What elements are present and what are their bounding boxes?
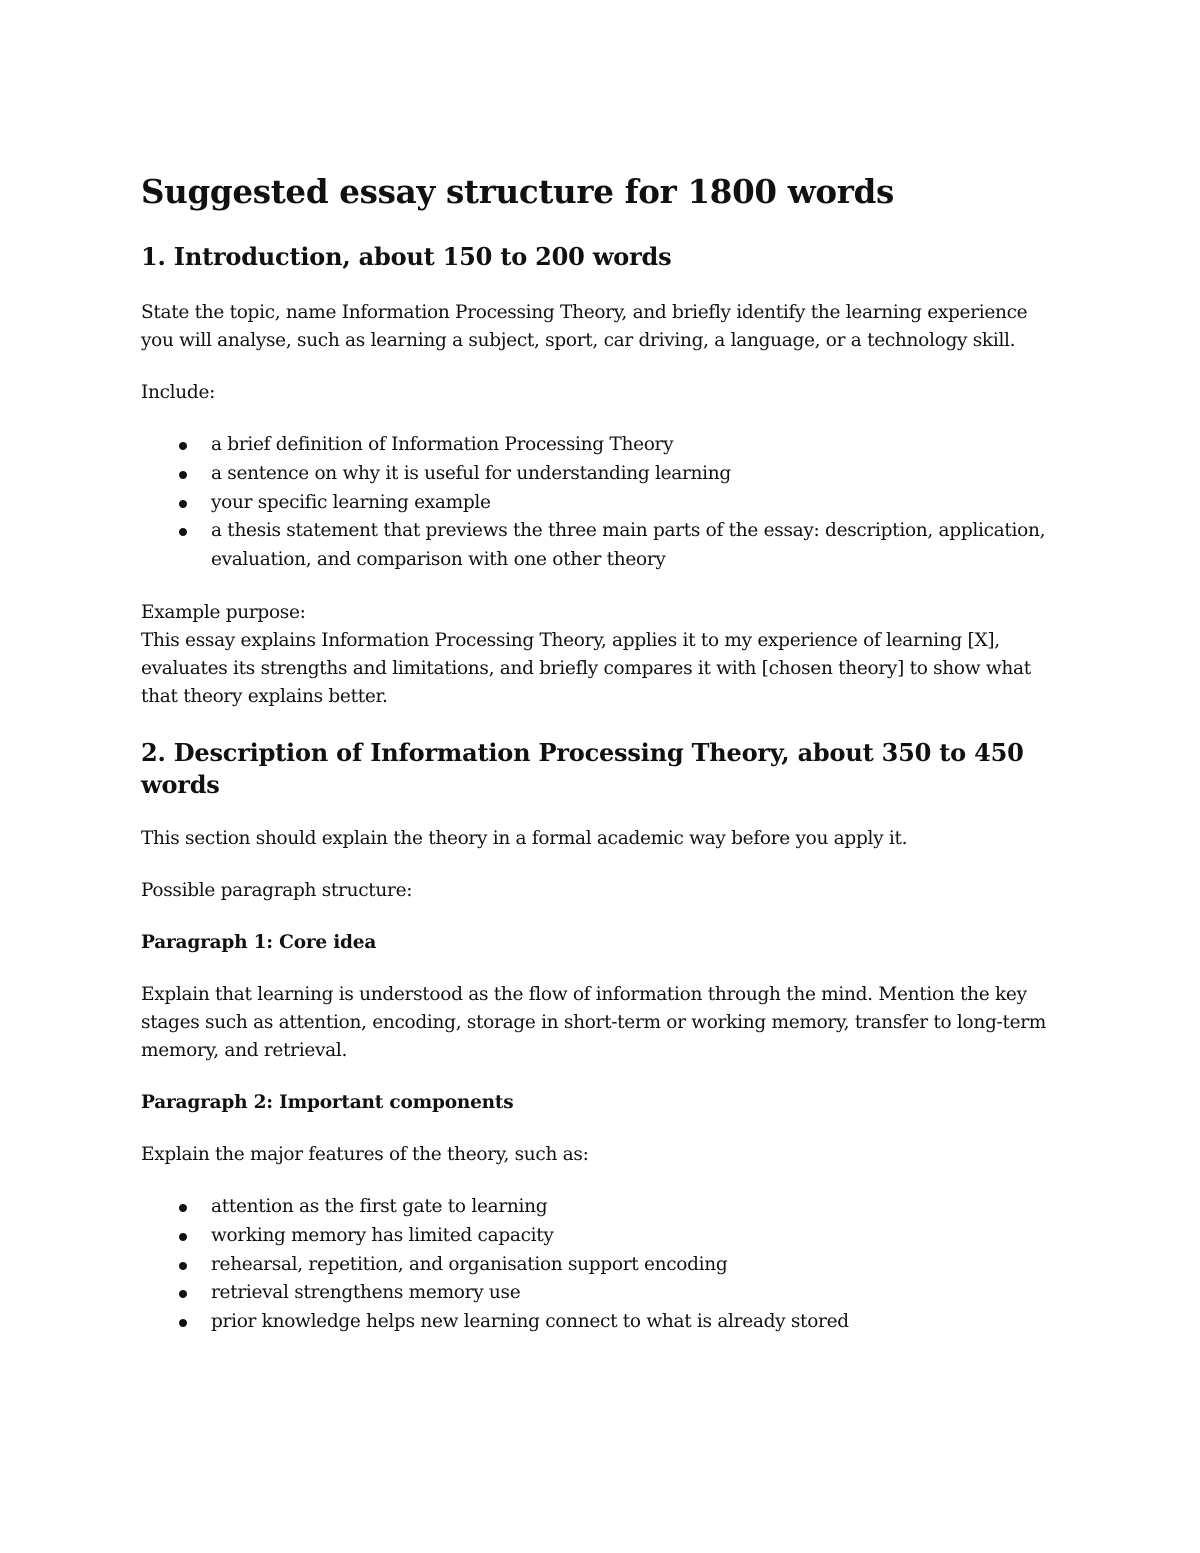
section-1-intro: State the topic, name Information Processing Theory, and briefly identify the learning experience you will analyse, such as learning a subject, sport, car driving, a language, or a technology skill.	[141, 302, 1028, 351]
bullet-icon	[179, 1204, 187, 1212]
include-label: Include:	[141, 382, 216, 403]
list-item: a sentence on why it is useful for understanding learning	[141, 460, 1051, 489]
paragraph-2-heading: Paragraph 2: Important components	[141, 1091, 514, 1113]
list-item: rehearsal, repetition, and organisation support encoding	[141, 1251, 1051, 1280]
bullet-icon	[179, 500, 187, 508]
list-item: retrieval strengthens memory use	[141, 1279, 1051, 1308]
bullet-icon	[179, 471, 187, 479]
paragraph-1-text: Explain that learning is understood as the flow of information through the mind. Mention the key stages such as attention, encoding, storage in short-term or working memory, transfer to long-term memory, and retrieval.	[141, 983, 1047, 1061]
example-label: Example purpose:	[141, 601, 306, 623]
section-2-bullet-list	[141, 1193, 1051, 1337]
bullet-icon	[179, 1319, 187, 1327]
bullet-icon	[179, 442, 187, 450]
example-text: This essay explains Information Processing Theory, applies it to my experience of learning [X], evaluates its strengths and limitations, and briefly compares it with [chosen theory] to show what that theory explains better.	[141, 629, 1031, 707]
document-title: Suggested essay structure for 1800 words	[141, 172, 895, 211]
paragraph-1-heading: Paragraph 1: Core idea	[141, 931, 377, 953]
document-body	[141, 170, 1051, 1337]
section-1-heading: 1. Introduction, about 150 to 200 words	[141, 242, 672, 271]
list-item: your specific learning example	[141, 489, 1051, 518]
section-2-heading: 2. Description of Information Processing Theory, about 350 to 450 words	[141, 737, 1024, 799]
list-item: a thesis statement that previews the three main parts of the essay: description, application, evaluation, and comparison with one other theory	[141, 517, 1051, 575]
list-item: working memory has limited capacity	[141, 1222, 1051, 1251]
structure-label: Possible paragraph structure:	[141, 879, 413, 901]
section-2-intro: This section should explain the theory in a formal academic way before you apply it.	[141, 827, 908, 849]
bullet-icon	[179, 1262, 187, 1270]
bullet-icon	[179, 1290, 187, 1298]
bullet-icon	[179, 528, 187, 536]
paragraph-2-text: Explain the major features of the theory, such as:	[141, 1143, 589, 1165]
list-item: a brief definition of Information Processing Theory	[141, 431, 1051, 460]
section-1-bullet-list	[141, 431, 1051, 575]
list-item: attention as the first gate to learning	[141, 1193, 1051, 1222]
bullet-icon	[179, 1233, 187, 1241]
list-item: prior knowledge helps new learning connect to what is already stored	[141, 1308, 1051, 1337]
